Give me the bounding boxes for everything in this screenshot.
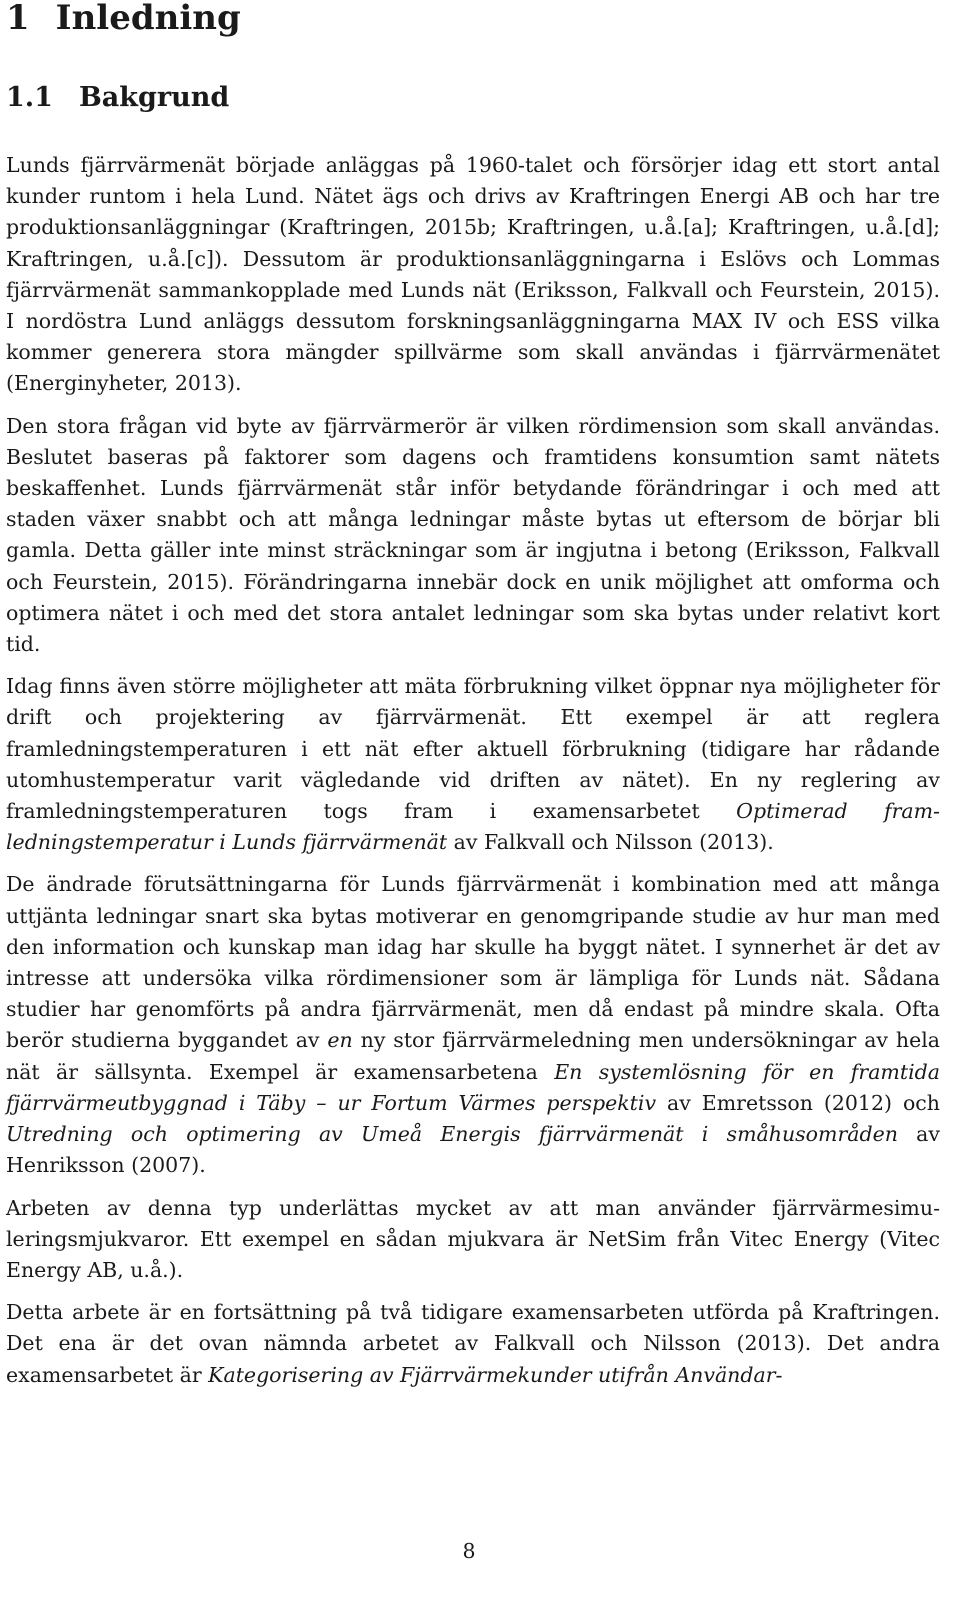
chapter-heading (6, 0, 940, 40)
italic-text: Optimerad framledningstemperatur i Lunds fjärrvärmenät (6, 799, 940, 855)
italic-text: Utredning och optimering av Umeå Energis fjärrvärmenät i småhusområden (6, 1122, 898, 1147)
paragraph (6, 1297, 940, 1391)
chapter-number: 1 (6, 0, 30, 38)
chapter-title: Inledning (55, 0, 241, 38)
text-run: Lunds fjärrvärmenät började anläggas på 1960-talet och försörjer idag ett stort antal kunder runtom i hela Lund. Nätet ägs och drivs av Kraftringen Energi AB och har tre produktionsanläggningar (Kraftringen, 2015b; Kraftringen, u.å.[a]; Kraftringen, u.å.[d]; Kraftringen, u.å.[c]). Dessutom är produktionsanläggningarna i Eslövs och Lommas fjärrvärmenät sammankopplade med Lunds nät (Eriksson, Falkvall och Feurstein, 2015). I nordöstra Lund anläggs dessutom forskningsanläggningarna MAX IV och ESS vilka kommer generera stora mängder spillvärme som skall användas i fjärrvärmenätet (Energinyheter, 2013). (6, 153, 940, 396)
paragraph (6, 671, 940, 858)
page-number: 8 (462, 1539, 476, 1563)
italic-text: en (327, 1028, 353, 1053)
text-run: Arbeten av denna typ underlättas mycket av att man använder fjärrvärmesimuleringsmjukvaror. Ett exempel en sådan mjukvara är NetSim från Vitec Energy (Vitec Energy AB, u.å.). (6, 1195, 940, 1282)
text-run: Idag finns även större möjligheter att mäta förbrukning vilket öppnar nya möjligheter för drift och projektering av fjärrvärmenät. Ett exempel är att reglera framledningstemperaturen i ett nät efter aktuell förbrukning (tidigare har rådande utomhustemperatur varit vägledande vid driften av nätet). En ny reglering av framledningstemperaturen togs fram i examensarbetet (6, 674, 940, 824)
section-number: 1.1 (6, 82, 53, 113)
body-text (6, 150, 940, 1391)
text-run: ny stor fjärrvärmeledning men undersökningar av hela nät är sällsynta. Exempel är examensarbetena (6, 1028, 940, 1084)
section-title: Bakgrund (78, 82, 230, 113)
document-page (6, 0, 940, 1402)
paragraph (6, 1193, 940, 1287)
paragraph (6, 411, 940, 661)
italic-text: En systemlösning för en framtida fjärrvärmeutbyggnad i Täby – ur Fortum Värmes perspektiv (6, 1059, 940, 1115)
text-run: av Falkvall och Nilsson (2013). (447, 830, 774, 855)
text-run: av Henriksson (2007). (6, 1122, 940, 1178)
italic-text: Kategorisering av Fjärrvärmekunder utifrån Användar- (208, 1362, 783, 1387)
paragraph (6, 150, 940, 400)
text-run: De ändrade förutsättningarna för Lunds fjärrvärmenät i kombination med att många uttjänta ledningar snart ska bytas motiverar en genomgripande studie av hur man med den information och kunskap man idag har skulle ha byggt nätet. I synnerhet är det av intresse att undersöka vilka rördimensioner som är lämpliga för Lunds nät. Sådana studier har genomförts på andra fjärrvärmenät, men då endast på mindre skala. Ofta berör studierna byggandet av (6, 872, 940, 1053)
text-run: av Emretsson (2012) och (656, 1090, 940, 1115)
text-run: Den stora frågan vid byte av fjärrvärmerör är vilken rördimension som skall användas. Beslutet baseras på faktorer som dagens och framtidens konsumtion samt nätets beskaffenhet. Lunds fjärrvärmenät står inför betydande förändringar i och med att staden växer snabbt och att många ledningar måste bytas ut eftersom de börjar bli gamla. Detta gäller inte minst sträckningar som är ingjutna i betong (Eriksson, Falkvall och Feurstein, 2015). Förändringarna innebär dock en unik möjlighet att omforma och optimera nätet i och med det stora antalet ledningar som ska bytas under relativt kort tid. (6, 413, 940, 657)
text-run: Detta arbete är en fortsättning på två tidigare examensarbeten utförda på Kraftringen. Det ena är det ovan nämnda arbetet av Falkvall och Nilsson (2013). Det andra examensarbetet är (6, 1300, 940, 1387)
section-heading (6, 80, 940, 116)
paragraph (6, 869, 940, 1181)
